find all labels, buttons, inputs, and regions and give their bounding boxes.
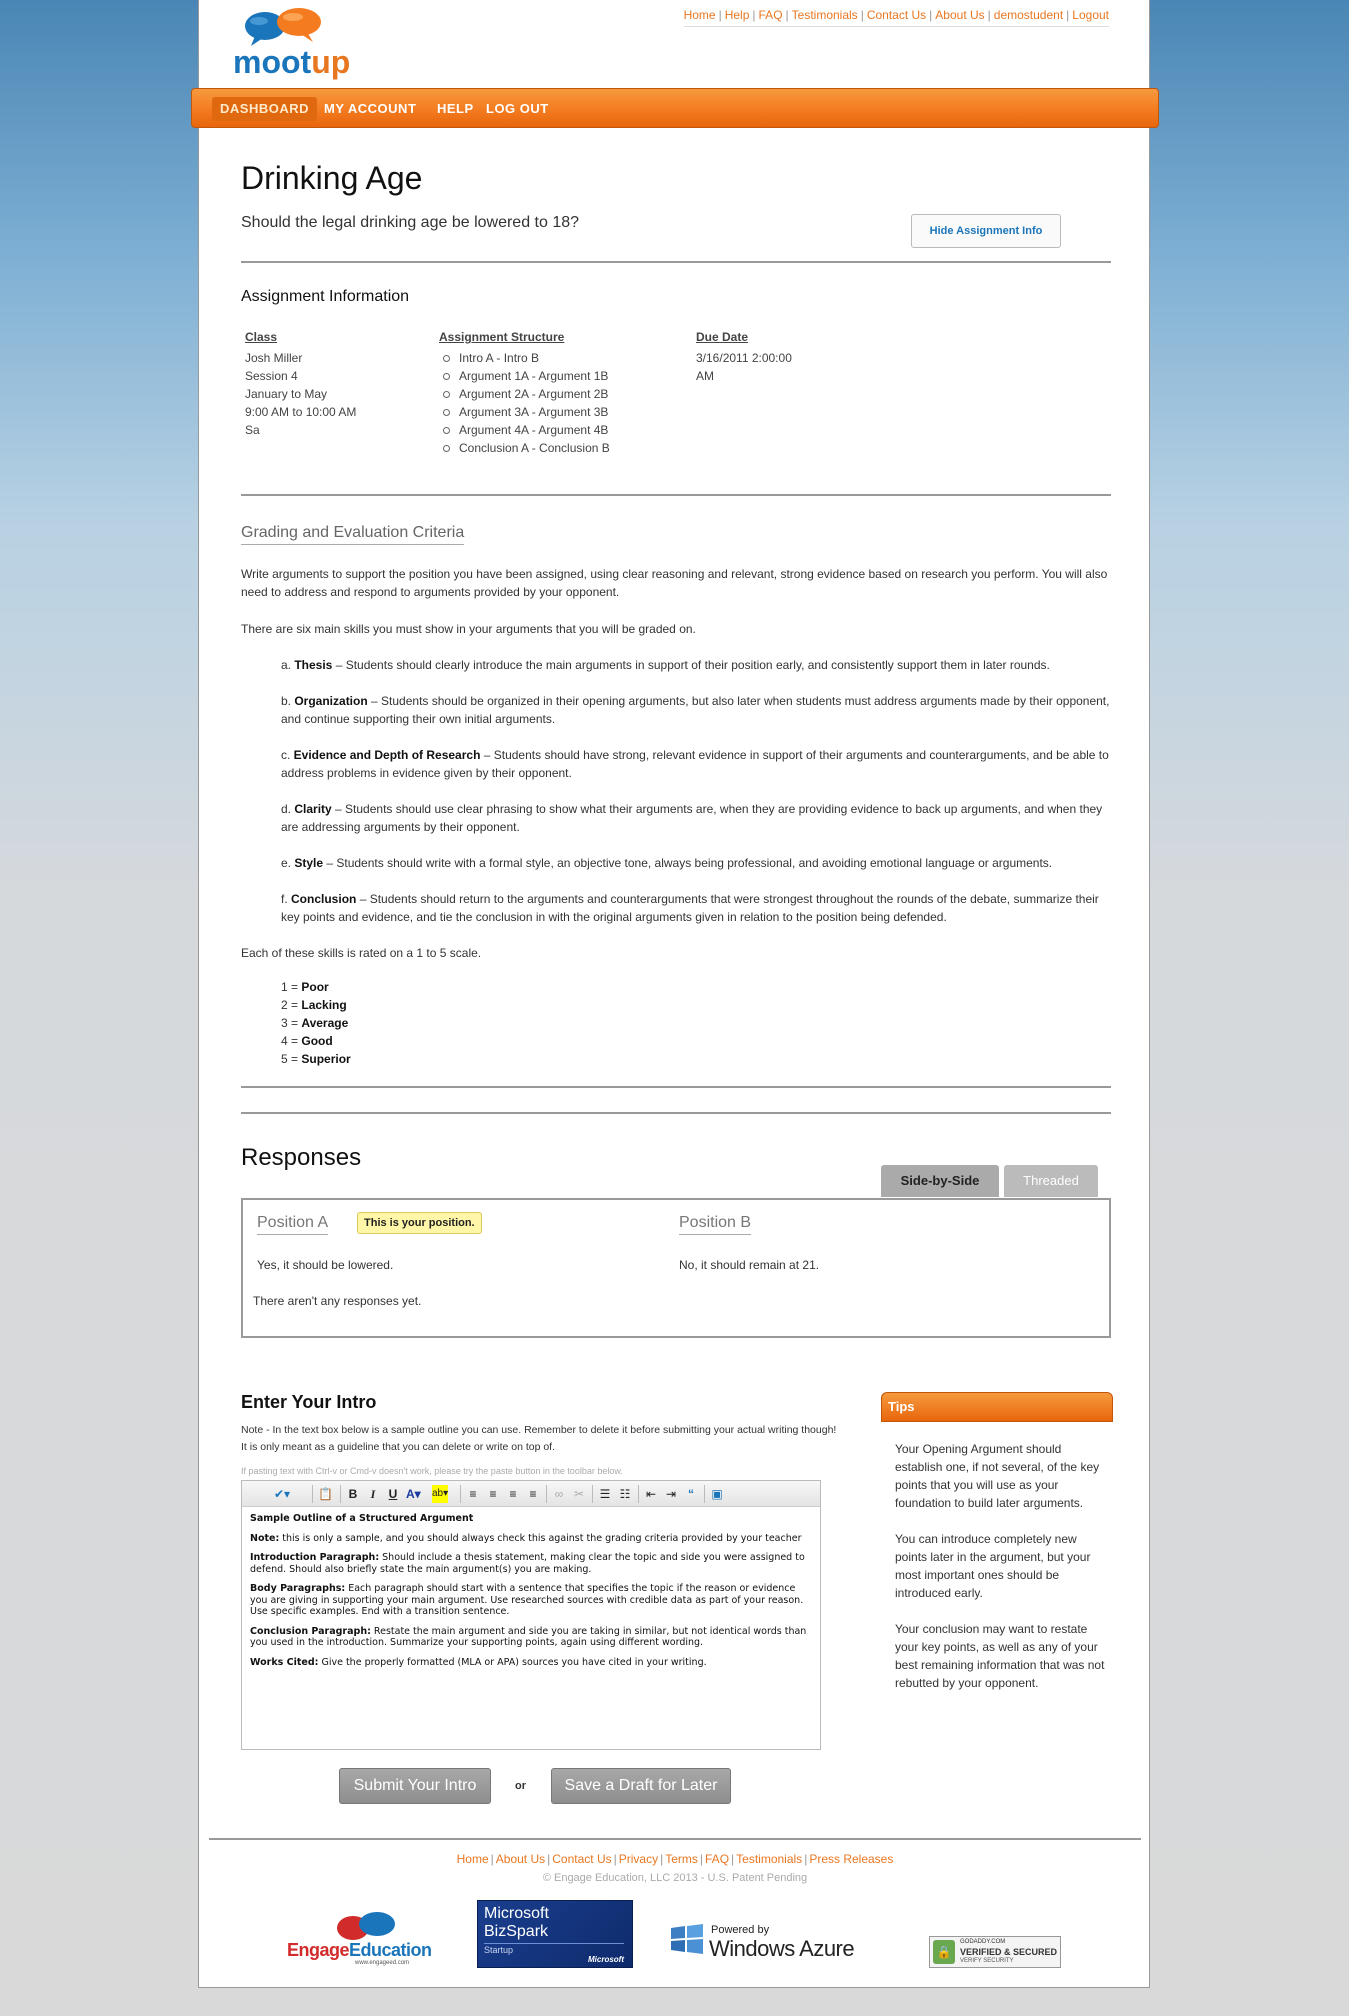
bizspark-logo[interactable]: Microsoft BizSpark Startup Microsoft <box>477 1900 633 1968</box>
divider <box>241 261 1111 263</box>
toplink-home[interactable]: Home <box>683 8 716 22</box>
your-position-badge: This is your position. <box>357 1212 482 1234</box>
grading-heading: Grading and Evaluation Criteria <box>241 524 464 545</box>
due-date-list <box>696 349 826 385</box>
grading-intro: Write arguments to support the position you have been assigned, using clear reasoning and relevant, strong evidence based on research you perform. You will also need to address and respond to arguments provided by your opponent. <box>241 567 1108 599</box>
tab-threaded[interactable]: Threaded <box>1004 1165 1098 1197</box>
copyright: © Engage Education, LLC 2013 - U.S. Patent Pending <box>542 1872 808 1884</box>
godaddy-secure-seal[interactable]: 🔒 GODADDY.COM VERIFIED & SECURED VERIFY SECURITY <box>929 1936 1061 1968</box>
footer-link-contact[interactable]: Contact Us <box>552 1852 612 1866</box>
editor-paragraph: Body Paragraphs: Each paragraph should start with a sentence that specifies the topic if the reason or evidence you are giving in supporting your main argument. Use researched sources with credible data as part of your reason. Use specific examples. End with a transition sentence. <box>250 1583 804 1617</box>
editor-paragraph: Conclusion Paragraph: Restate the main argument and side you are taking in similar, but not identical words than you used in the introduction. Summarize your supporting points, again using different wording. <box>250 1625 807 1648</box>
editor-title: Sample Outline of a Structured Argument <box>250 1513 474 1524</box>
nav-log-out[interactable]: LOG OUT <box>486 101 549 116</box>
scale-intro: Each of these skills is rated on a 1 to 5 scale. <box>241 946 482 960</box>
assignment-question: Should the legal drinking age be lowered to 18? <box>241 214 580 231</box>
class-line: Josh Miller <box>245 351 303 365</box>
source-icon[interactable]: ▣ <box>711 1487 723 1501</box>
scale-item: 4 = Good <box>281 1034 333 1048</box>
structure-item: Argument 4A - Argument 4B <box>439 421 679 439</box>
paste-note: If pasting text with Ctrl-v or Cmd-v doesn't work, please try the paste button in the toolbar below. <box>241 1466 623 1476</box>
divider <box>241 1086 1111 1088</box>
structure-heading: Assignment Structure <box>439 330 565 344</box>
due-date-line: 3/16/2011 2:00:00 <box>696 351 792 365</box>
scale-item: 5 = Superior <box>281 1052 351 1066</box>
align-left-icon[interactable]: ≡ <box>469 1487 477 1501</box>
structure-column <box>439 330 679 457</box>
editor-content[interactable] <box>250 1513 810 1676</box>
bullet-list-icon[interactable]: ☰ <box>599 1487 611 1501</box>
class-line: 9:00 AM to 10:00 AM <box>245 405 357 419</box>
tip-paragraph: Your Opening Argument should establish one, if not several, of the key points that you will use as your foundation to build later arguments. <box>895 1442 1100 1510</box>
criterion-conclusion: f. Conclusion – Students should return to the arguments and counterarguments that were strongest throughout the rounds of the debate, summarize their key points and evidence, and tie the conclusion in with the original arguments given in relation to the position being defended. <box>281 892 1099 924</box>
criterion-organization: b. Organization – Students should be organized in their opening arguments, but also later when students must address arguments made by their opponent, and continue supporting their own initial arguments. <box>281 694 1110 726</box>
hide-assignment-info-button[interactable]: Hide Assignment Info <box>911 214 1061 248</box>
class-line: Sa <box>245 423 260 437</box>
submit-intro-button[interactable]: Submit Your Intro <box>339 1768 491 1804</box>
footer-divider <box>209 1838 1141 1840</box>
numbered-list-icon[interactable]: ☷ <box>619 1487 631 1501</box>
due-date-line: AM <box>696 369 714 383</box>
class-column <box>245 330 425 439</box>
toplink-username[interactable]: demostudent <box>993 8 1064 22</box>
criterion-evidence: c. Evidence and Depth of Research – Students should have strong, relevant evidence in support of their arguments and counterarguments, and be able to address problems in evidence given by their opponent. <box>281 748 1109 780</box>
grading-six-skills: There are six main skills you must show in your arguments that you will be graded on. <box>241 622 696 636</box>
underline-icon[interactable]: U <box>388 1487 398 1501</box>
scale-item: 3 = Average <box>281 1016 349 1030</box>
highlight-icon[interactable]: ab▾ <box>432 1485 448 1503</box>
editor-paragraph: Works Cited: Give the properly formatted (MLA or APA) sources you have cited in your writing. <box>250 1656 707 1668</box>
align-right-icon[interactable]: ≡ <box>509 1487 517 1501</box>
structure-item: Argument 3A - Argument 3B <box>439 403 679 421</box>
class-list <box>245 349 425 439</box>
position-b-text: No, it should remain at 21. <box>679 1258 820 1272</box>
page <box>198 0 1150 1988</box>
toplink-testimonials[interactable]: Testimonials <box>791 8 858 22</box>
bold-icon[interactable]: B <box>348 1487 358 1501</box>
due-date-column <box>696 330 826 385</box>
position-a-title: Position A <box>257 1214 328 1235</box>
footer-link-privacy[interactable]: Privacy <box>618 1852 659 1866</box>
responses-heading: Responses <box>241 1144 362 1171</box>
footer-link-press[interactable]: Press Releases <box>809 1852 894 1866</box>
save-draft-button[interactable]: Save a Draft for Later <box>551 1768 731 1804</box>
nav-my-account[interactable]: MY ACCOUNT <box>324 101 417 116</box>
toplink-help[interactable]: Help <box>724 8 750 22</box>
engage-bubbles-icon <box>331 1910 401 1944</box>
or-label: or <box>515 1780 526 1792</box>
criterion-clarity: d. Clarity – Students should use clear phrasing to show what their arguments are, when they are providing evidence to back up arguments, and when they are addressing arguments by their opponent. <box>281 802 1103 834</box>
assignment-info-heading: Assignment Information <box>241 288 410 305</box>
tips-header: Tips <box>881 1392 1113 1422</box>
footer-link-terms[interactable]: Terms <box>665 1852 698 1866</box>
due-date-heading: Due Date <box>696 330 749 344</box>
tab-side-by-side[interactable]: Side-by-Side <box>881 1165 999 1197</box>
footer-links: Home | About Us | Contact Us | Privacy | Terms | FAQ | Testimonials | Press Releases <box>456 1852 894 1866</box>
spellcheck-icon[interactable]: ✔▾ <box>274 1487 291 1501</box>
windows-azure-logo[interactable]: Powered by Windows Azure <box>669 1900 869 1970</box>
tip-paragraph: Your conclusion may want to restate your key points, as well as any of your best remaining information that was not rebutted by your opponent. <box>895 1622 1105 1690</box>
structure-item: Argument 1A - Argument 1B <box>439 367 679 385</box>
toplink-logout[interactable]: Logout <box>1072 8 1109 22</box>
tip-paragraph: You can introduce completely new points later in the argument, but your most important ones should be introduced early. <box>895 1532 1091 1600</box>
editor-paragraph: Note: this is only a sample, and you should always check this against the grading criteria provided by your teacher <box>250 1532 802 1544</box>
class-line: January to May <box>245 387 328 401</box>
responses-panel <box>241 1198 1111 1338</box>
scale-item: 1 = Poor <box>281 980 329 994</box>
indent-icon[interactable]: ⇥ <box>665 1487 677 1501</box>
enter-intro-heading: Enter Your Intro <box>241 1392 377 1412</box>
no-responses-message: There aren't any responses yet. <box>253 1294 422 1308</box>
font-color-icon[interactable]: A▾ <box>406 1487 421 1501</box>
divider <box>241 1112 1111 1114</box>
criterion-style: e. Style – Students should write with a formal style, an objective tone, always being professional, and avoiding emotional language or arguments. <box>281 856 1053 870</box>
divider <box>241 494 1111 496</box>
toplink-about[interactable]: About Us <box>935 8 985 22</box>
structure-item: Conclusion A - Conclusion B <box>439 439 679 457</box>
main-nav <box>191 88 1159 128</box>
position-a-text: Yes, it should be lowered. <box>257 1258 394 1272</box>
footer-link-testimonials[interactable]: Testimonials <box>736 1852 803 1866</box>
editor-toolbar <box>242 1481 820 1507</box>
outdent-icon[interactable]: ⇤ <box>645 1487 657 1501</box>
align-center-icon[interactable]: ≡ <box>489 1487 497 1501</box>
paste-icon[interactable]: 📋 <box>318 1487 333 1501</box>
rich-text-editor[interactable] <box>241 1480 821 1750</box>
toplink-contact[interactable]: Contact Us <box>866 8 927 22</box>
italic-icon[interactable]: I <box>370 1487 376 1501</box>
structure-item: Argument 2A - Argument 2B <box>439 385 679 403</box>
align-justify-icon[interactable]: ≡ <box>529 1487 537 1501</box>
toplink-faq[interactable]: FAQ <box>758 8 783 22</box>
class-line: Session 4 <box>245 369 298 383</box>
structure-item: Intro A - Intro B <box>439 349 679 367</box>
structure-list <box>439 349 679 457</box>
intro-note: Note - In the text box below is a sample outline you can use. Remember to delete it before submitting your actual writing though! It is only meant as a guideline that you can delete or write on top of. <box>241 1424 837 1453</box>
page-title: Drinking Age <box>241 160 423 196</box>
rating-scale <box>281 978 351 1068</box>
footer-link-faq[interactable]: FAQ <box>705 1852 730 1866</box>
scale-item: 2 = Lacking <box>281 998 347 1012</box>
unlink-icon[interactable]: ✂ <box>573 1487 585 1501</box>
class-heading: Class <box>245 330 278 344</box>
link-icon[interactable]: ∞ <box>554 1487 564 1501</box>
nav-help[interactable]: HELP <box>437 101 474 116</box>
engage-education-logo[interactable]: EngageEducation www.engageed.com <box>287 1900 447 1970</box>
logo-wordmark: mootup <box>233 44 351 80</box>
tips-body <box>895 1440 1105 1710</box>
footer-link-home[interactable]: Home <box>456 1852 489 1866</box>
criterion-thesis: a. Thesis – Students should clearly introduce the main arguments in support of their position early, and consistently support them in later rounds. <box>281 658 1050 672</box>
blockquote-icon[interactable]: “ <box>688 1487 694 1501</box>
nav-dashboard[interactable]: DASHBOARD <box>212 97 317 121</box>
position-b-title: Position B <box>679 1214 751 1235</box>
editor-paragraph: Introduction Paragraph: Should include a thesis statement, making clear the topic and side you were assigned to defend. Should also briefly state the main argument(s) you are making. <box>250 1552 805 1575</box>
windows-flag-icon <box>669 1922 705 1956</box>
top-links: Home | Help | FAQ | Testimonials | Contact Us | About Us | demostudent | Logout <box>684 8 1109 27</box>
footer-link-about[interactable]: About Us <box>495 1852 546 1866</box>
lock-icon: 🔒 <box>933 1940 955 1964</box>
